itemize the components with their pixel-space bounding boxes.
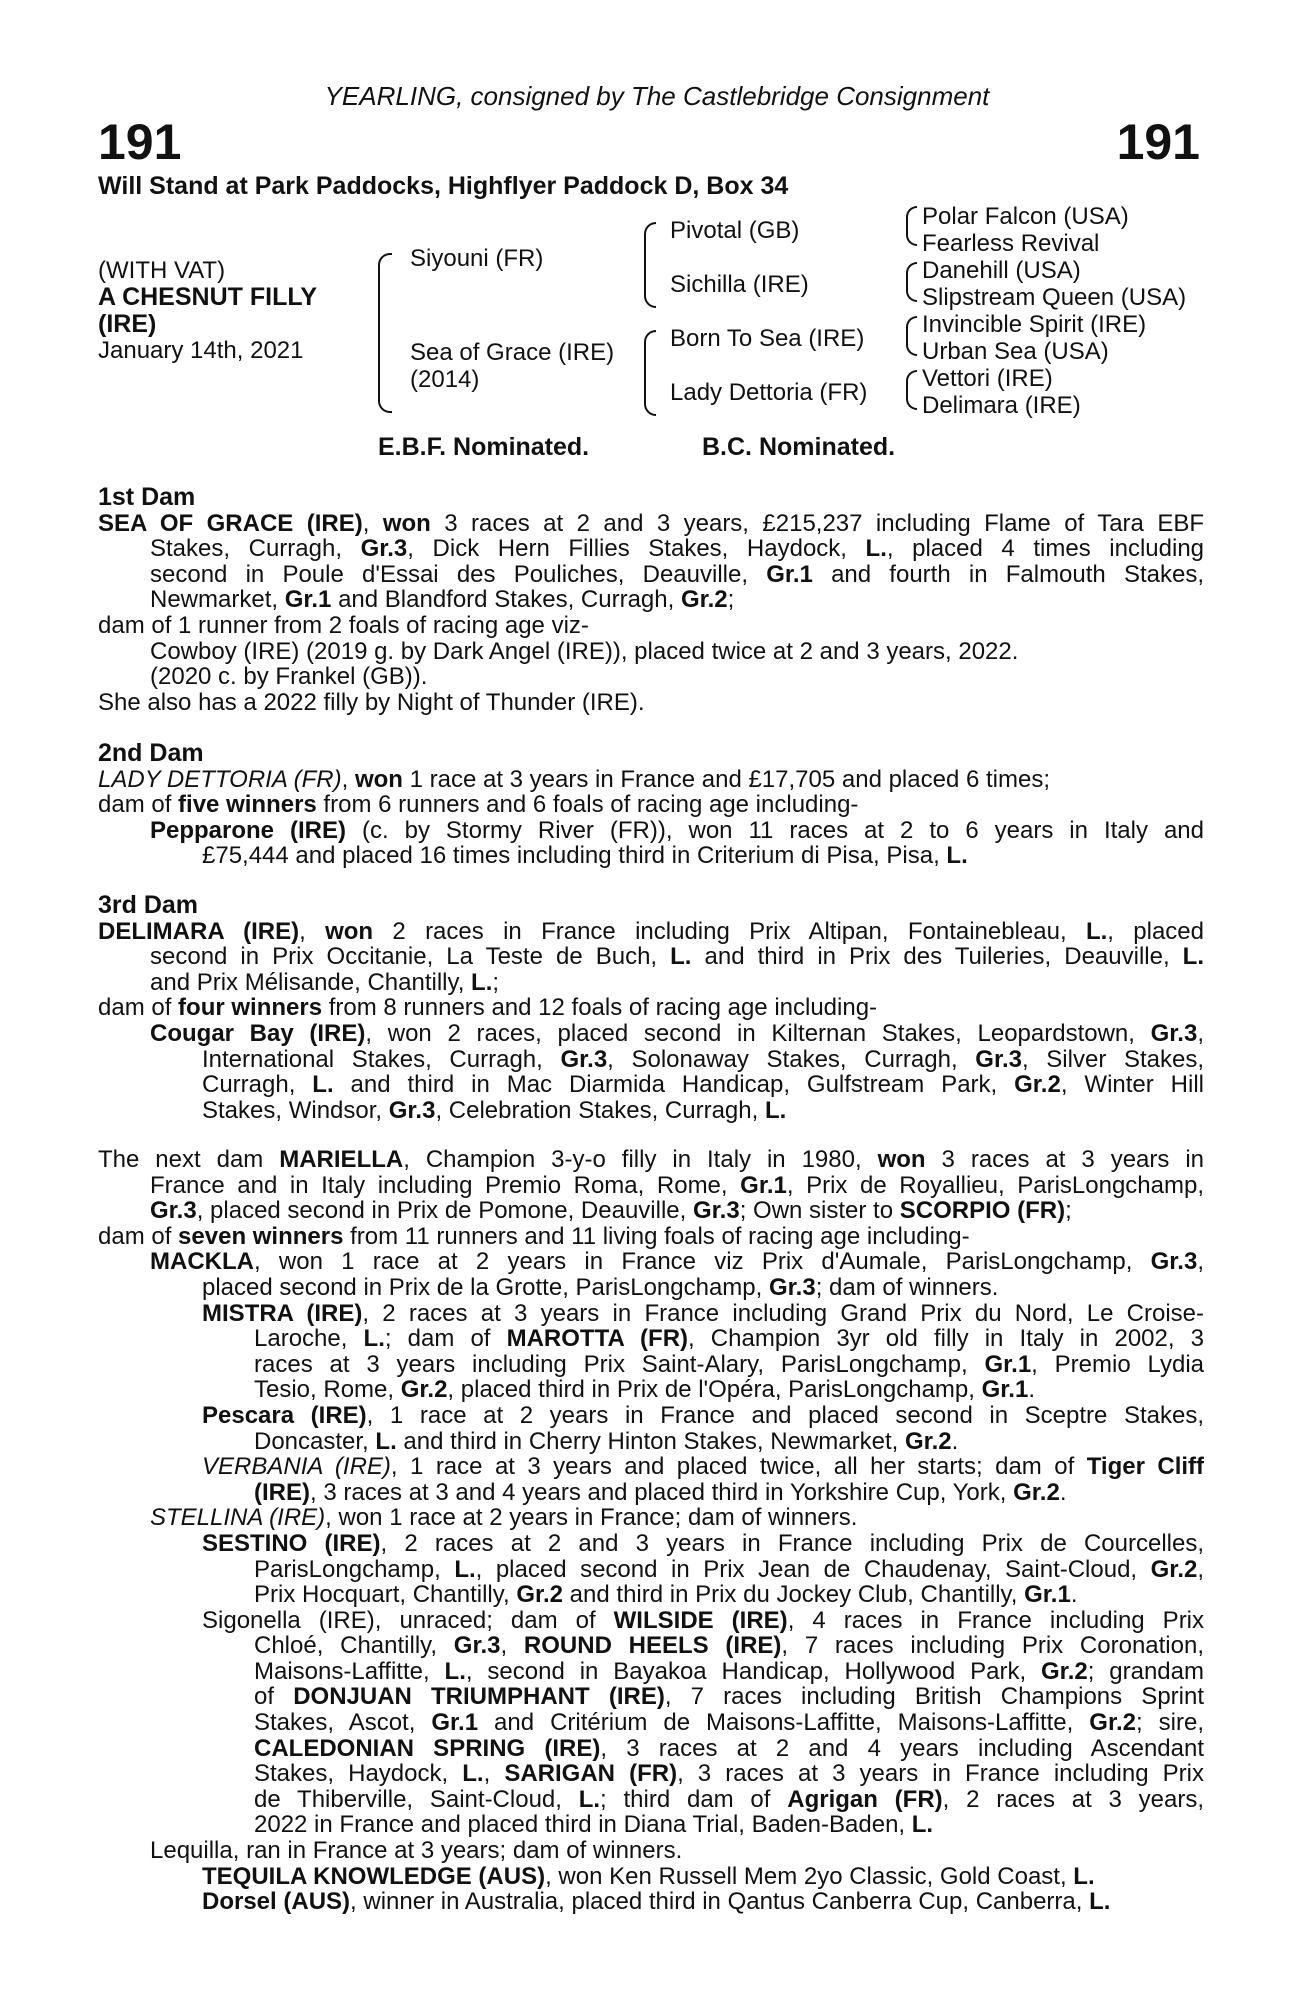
- next-dam-line-15: STELLINA (IRE), won 1 race at 2 years in France; dam of winners.: [150, 1504, 858, 1532]
- next-dam-line-25: Stakes, Haydock, L., SARIGAN (FR), 3 races at 3 years in France including Prix: [254, 1760, 1204, 1788]
- next-dam-line-21: Maisons-Laffitte, L., second in Bayakoa Handicap, Hollywood Park, Gr.2; grandam: [254, 1657, 1204, 1685]
- first-dam-line-7: (2020 c. by Frankel (GB)).: [150, 663, 428, 691]
- next-dam-line-9: races at 3 years including Prix Saint-Alary, ParisLongchamp, Gr.1, Premio Lydia: [254, 1350, 1204, 1378]
- next-dam-line-5: MACKLA, won 1 race at 2 years in France viz Prix d'Aumale, ParisLongchamp, Gr.3,: [150, 1248, 1204, 1276]
- next-dam-line-7: MISTRA (IRE), 2 races at 3 years in France including Grand Prix du Nord, Le Croise-: [202, 1299, 1205, 1327]
- consignment-line: YEARLING, consigned by The Castlebridge Consignment: [324, 81, 990, 111]
- next-dam-line-6: placed second in Prix de la Grotte, ParisLongchamp, Gr.3; dam of winners.: [202, 1273, 999, 1301]
- third-dam-line-2: second in Prix Occitanie, La Teste de Buch, L. and third in Prix des Tuileries, Deauville, L.: [150, 943, 1204, 971]
- stand-location: Will Stand at Park Paddocks, Highflyer Paddock D, Box 34: [98, 172, 789, 200]
- first-dam-line-8: She also has a 2022 filly by Night of Thunder (IRE).: [98, 688, 645, 716]
- sire-dam-brace: [378, 253, 392, 413]
- next-dam-line-13: VERBANIA (IRE), 1 race at 3 years and placed twice, all her starts; dam of Tiger Cliff: [202, 1453, 1205, 1481]
- third-dam-line-3: and Prix Mélisande, Chantilly, L.;: [150, 968, 500, 996]
- next-dam-line-12: Doncaster, L. and third in Cherry Hinton Stakes, Newmarket, Gr.2.: [254, 1427, 959, 1455]
- ss-brace: [906, 206, 917, 246]
- horse-name: A CHESNUT FILLY: [98, 283, 317, 311]
- ped-ddd: Delimara (IRE): [922, 392, 1081, 419]
- second-dam-line-3: Pepparone (IRE) (c. by Stormy River (FR)), won 11 races at 2 to 6 years in Italy and: [150, 816, 1204, 844]
- first-dam-line-6: Cowboy (IRE) (2019 g. by Dark Angel (IRE)), placed twice at 2 and 3 years, 2022.: [150, 637, 1019, 665]
- next-dam-line-27: 2022 in France and placed third in Diana Trial, Baden-Baden, L.: [254, 1811, 934, 1839]
- sire-brace: [644, 222, 656, 308]
- ds-brace: [906, 316, 917, 356]
- next-dam-line-26: de Thiberville, Saint-Cloud, L.; third dam of Agrigan (FR), 2 races at 3 years,: [254, 1785, 1205, 1813]
- next-dam-line-29: TEQUILA KNOWLEDGE (AUS), won Ken Russell Mem 2yo Classic, Gold Coast, L.: [202, 1862, 1095, 1890]
- first-dam-section: [98, 485, 1204, 715]
- next-dam-line-23: Stakes, Ascot, Gr.1 and Critérium de Maisons-Laffitte, Maisons-Laffitte, Gr.2; sire,: [254, 1709, 1204, 1737]
- horse-dob: January 14th, 2021: [98, 337, 304, 364]
- second-dam-section: [98, 741, 1204, 869]
- vat-label: (WITH VAT): [98, 257, 226, 284]
- first-dam-line-5: dam of 1 runner from 2 foals of racing age viz-: [98, 611, 589, 639]
- next-dam-line-22: of DONJUAN TRIUMPHANT (IRE), 7 races including British Champions Sprint: [254, 1683, 1205, 1711]
- ped-sdd: Slipstream Queen (USA): [922, 284, 1187, 311]
- dam-year: (2014): [410, 366, 480, 393]
- next-dam-line-14: (IRE), 3 races at 3 and 4 years and placed third in Yorkshire Cup, York, Gr.2.: [254, 1478, 1067, 1506]
- ped-sds: Danehill (USA): [922, 257, 1081, 284]
- third-dam-line-5: Cougar Bay (IRE), won 2 races, placed second in Kilternan Stakes, Leopardstown, Gr.3,: [150, 1019, 1204, 1047]
- third-dam-line-7: Curragh, L. and third in Mac Diarmida Handicap, Gulfstream Park, Gr.2, Winter Hill: [202, 1071, 1205, 1099]
- next-dam-line-28: Lequilla, ran in France at 3 years; dam of winners.: [150, 1837, 683, 1865]
- next-dam-line-30: Dorsel (AUS), winner in Australia, placed third in Qantus Canberra Cup, Canberra, L.: [202, 1888, 1111, 1916]
- ped-sss: Polar Falcon (USA): [922, 203, 1129, 230]
- sire-dam: Sichilla (IRE): [670, 271, 809, 298]
- third-dam-line-6: International Stakes, Curragh, Gr.3, Solonaway Stakes, Curragh, Gr.3, Silver Stakes,: [202, 1045, 1205, 1073]
- dd-brace: [906, 370, 917, 410]
- next-dam-line-18: Prix Hocquart, Chantilly, Gr.2 and third in Prix du Jockey Club, Chantilly, Gr.1.: [254, 1581, 1078, 1609]
- ped-dsd: Urban Sea (USA): [922, 338, 1109, 365]
- next-dam-line-17: ParisLongchamp, L., placed second in Prix Jean de Chaudenay, Saint-Cloud, Gr.2,: [254, 1555, 1205, 1583]
- next-dam-section: [98, 1147, 1204, 1915]
- next-dam-line-24: CALEDONIAN SPRING (IRE), 3 races at 2 and 4 years including Ascendant: [254, 1734, 1204, 1762]
- next-dam-line-1: The next dam MARIELLA, Champion 3-y-o filly in Italy in 1980, won 3 races at 3 years in: [98, 1146, 1204, 1173]
- second-dam-line-4: £75,444 and placed 16 times including third in Criterium di Pisa, Pisa, L.: [202, 842, 968, 870]
- bc-nomination: B.C. Nominated.: [702, 433, 896, 461]
- third-dam-line-1: DELIMARA (IRE), won 2 races in France including Prix Altipan, Fontainebleau, L., placed: [98, 917, 1204, 945]
- first-dam-line-2: Stakes, Curragh, Gr.3, Dick Hern Fillies Stakes, Haydock, L., placed 4 times including: [150, 535, 1205, 563]
- sd-brace: [906, 262, 917, 302]
- first-dam-line-3: second in Poule d'Essai des Pouliches, Deauville, Gr.1 and fourth in Falmouth Stakes,: [150, 560, 1204, 588]
- second-dam-line-2: dam of five winners from 6 runners and 6 foals of racing age including-: [98, 791, 859, 819]
- next-dam-line-11: Pescara (IRE), 1 race at 2 years in France and placed second in Sceptre Stakes,: [202, 1401, 1204, 1429]
- next-dam-line-20: Chloé, Chantilly, Gr.3, ROUND HEELS (IRE), 7 races including Prix Coronation,: [254, 1632, 1204, 1660]
- sire-sire: Pivotal (GB): [670, 217, 800, 244]
- third-dam-section: [98, 893, 1204, 1123]
- third-dam-line-8: Stakes, Windsor, Gr.3, Celebration Stakes, Curragh, L.: [202, 1096, 787, 1124]
- dam-sire: Born To Sea (IRE): [670, 325, 865, 352]
- third-dam-line-4: dam of four winners from 8 runners and 12 foals of racing age including-: [98, 994, 878, 1022]
- third-dam-heading: 3rd Dam: [98, 891, 199, 919]
- ebf-nomination: E.B.F. Nominated.: [378, 433, 590, 461]
- horse-name-country: (IRE): [98, 310, 157, 338]
- dam-brace: [644, 330, 656, 416]
- second-dam-line-1: LADY DETTORIA (FR), won 1 race at 3 years in France and £17,705 and placed 6 times;: [98, 765, 1050, 793]
- next-dam-line-2: France and in Italy including Premio Roma, Rome, Gr.1, Prix de Royallieu, ParisLongchamp,: [150, 1171, 1205, 1199]
- lot-number-left: 191: [98, 114, 182, 170]
- ped-ssd: Fearless Revival: [922, 230, 1100, 257]
- dam-name: Sea of Grace (IRE): [410, 339, 615, 366]
- dam-dam: Lady Dettoria (FR): [670, 379, 868, 406]
- next-dam-line-4: dam of seven winners from 11 runners and 11 living foals of racing age including-: [98, 1222, 970, 1250]
- next-dam-line-19: Sigonella (IRE), unraced; dam of WILSIDE (IRE), 4 races in France including Prix: [202, 1606, 1205, 1634]
- next-dam-line-10: Tesio, Rome, Gr.2, placed third in Prix de l'Opéra, ParisLongchamp, Gr.1.: [254, 1376, 1035, 1404]
- next-dam-line-3: Gr.3, placed second in Prix de Pomone, Deauville, Gr.3; Own sister to SCORPIO (FR);: [150, 1197, 1072, 1225]
- first-dam-line-1: SEA OF GRACE (IRE), won 3 races at 2 and 3 years, £215,237 including Flame of Tara EBF: [98, 509, 1205, 537]
- first-dam-line-4: Newmarket, Gr.1 and Blandford Stakes, Curragh, Gr.2;: [150, 586, 735, 614]
- next-dam-line-16: SESTINO (IRE), 2 races at 2 and 3 years in France including Prix de Courcelles,: [202, 1529, 1204, 1557]
- second-dam-heading: 2nd Dam: [98, 739, 204, 767]
- sire-name: Siyouni (FR): [410, 245, 544, 272]
- next-dam-line-8: Laroche, L.; dam of MAROTTA (FR), Champion 3yr old filly in Italy in 2002, 3: [254, 1325, 1205, 1353]
- ped-dds: Vettori (IRE): [922, 365, 1053, 392]
- lot-number-right: 191: [1116, 114, 1200, 170]
- first-dam-heading: 1st Dam: [98, 483, 196, 511]
- ped-dss: Invincible Spirit (IRE): [922, 311, 1147, 338]
